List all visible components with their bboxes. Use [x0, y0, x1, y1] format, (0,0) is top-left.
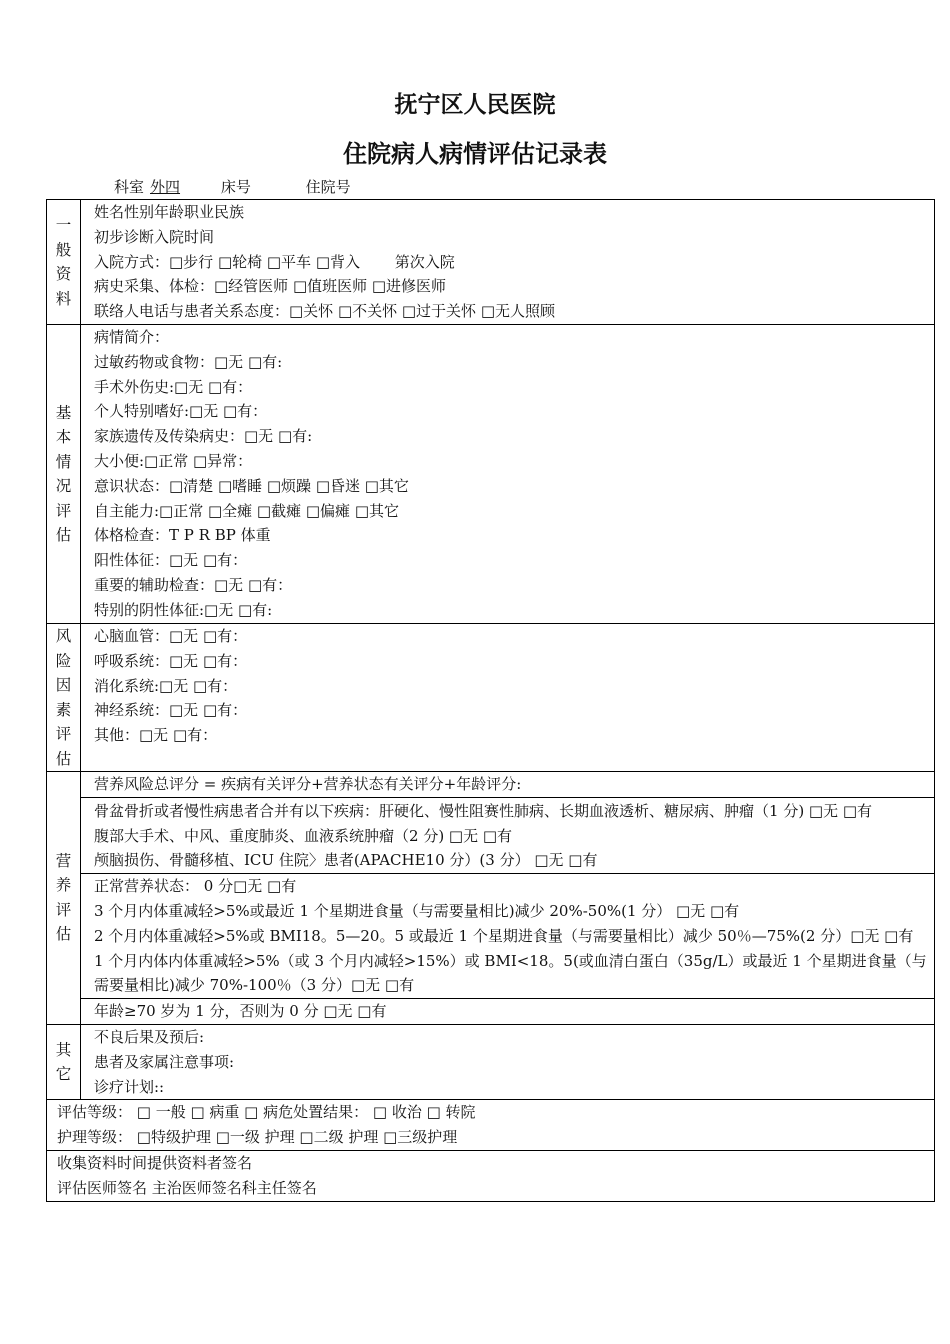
line[interactable]: 腹部大手术、中风、重度肺炎、血液系统肿瘤（2 分) □无 □有: [94, 826, 513, 845]
line[interactable]: 自主能力:□正常 □全瘫 □截瘫 □偏瘫 □其它: [94, 501, 399, 520]
line: 患者及家属注意事项:: [94, 1052, 235, 1071]
line[interactable]: 过敏药物或食物：□无 □有:: [94, 352, 283, 371]
line[interactable]: 心脑血管：□无 □有：: [94, 627, 248, 645]
line: 诊疗计划::: [94, 1077, 165, 1096]
line: 病情简介：: [94, 328, 170, 346]
nursing-grade-line[interactable]: 护理等级： □特级护理 □一级 护理 □二级 护理 □三级护理: [57, 1128, 458, 1147]
line[interactable]: 入院方式：□步行 □轮椅 □平车 □背入 第次入院: [94, 252, 455, 271]
line: 体格检查：T P R BP 体重: [94, 526, 271, 545]
line: 不良后果及预后:: [94, 1027, 205, 1046]
section-basic-label: 基 本 情 况 评 估: [47, 325, 81, 624]
line[interactable]: 呼吸系统：□无 □有：: [94, 651, 248, 670]
line[interactable]: 病史采集、体检：□经管医师 □值班医师 □进修医师: [94, 277, 447, 296]
section-risk-label: 风 险 因 素 评 估: [47, 624, 81, 772]
line[interactable]: 特别的阴性体征:□无 □有:: [94, 600, 273, 619]
section-risk-content: [81, 624, 935, 772]
line[interactable]: 1 个月内体内体重减轻>5%（或 3 个月内减轻>15%）或 BMI<18。5(或血清白蛋白（35g/L）或最近 1 个星期进食量（与需要量相比)减少 70%-100％（3 分）□无 □有: [94, 951, 927, 995]
line[interactable]: 联络人电话与患者关系态度：□关怀 □不关怀 □过于关怀 □无人照顾: [94, 302, 555, 321]
section-other-content: [81, 1024, 935, 1099]
dept-field: [114, 178, 180, 196]
dept-value: 外四: [150, 178, 181, 196]
line[interactable]: 2 个月内体重减轻>5%或 BMI18。5—20。5 或最近 1 个星期进食量（与需要量相比）减少 50％—75%(2 分）□无 □有: [94, 926, 914, 945]
line[interactable]: 3 个月内体重减轻>5%或最近 1 个星期进食量（与需要量相比)减少 20%-50%(1 分） □无 □有: [94, 901, 740, 920]
section-nutrition-total: [47, 772, 935, 798]
section-nutrition-label: 营 养 评 估: [47, 772, 81, 1025]
line[interactable]: 骨盆骨折或者慢性病患者合并有以下疾病：肝硬化、慢性阻赛性肺病、长期血液透析、糖尿病、肿瘤（1 分) □无 □有: [94, 801, 873, 820]
section-basic: [47, 325, 935, 624]
line[interactable]: 家族遗传及传染病史：□无 □有:: [94, 427, 313, 446]
section-other: [47, 1024, 935, 1099]
nutrition-status: [81, 874, 935, 999]
line[interactable]: 大小便:□正常 □异常：: [94, 451, 253, 470]
line[interactable]: 其他：□无 □有：: [94, 726, 218, 745]
line[interactable]: 重要的辅助检查：□无 □有：: [94, 575, 293, 594]
section-general-label: 一 般 资 料: [47, 200, 81, 325]
line[interactable]: 个人特别嗜好:□无 □有：: [94, 402, 268, 421]
section-grade: [47, 1100, 935, 1151]
line: 初步诊断入院时间: [94, 227, 215, 246]
line[interactable]: 意识状态：□清楚 □嗜睡 □烦躁 □昏迷 □其它: [94, 476, 409, 495]
section-general: [47, 200, 935, 325]
assessment-table: [46, 199, 935, 1202]
line[interactable]: 阳性体征：□无 □有：: [94, 551, 248, 570]
line[interactable]: 神经系统：□无 □有：: [94, 701, 248, 720]
section-sign-content: [47, 1150, 935, 1201]
line[interactable]: 手术外伤史:□无 □有：: [94, 377, 253, 396]
section-basic-content: [81, 325, 935, 624]
line[interactable]: 正常营养状态： 0 分□无 □有: [94, 877, 297, 896]
section-risk: [47, 624, 935, 772]
header-meta: [114, 176, 387, 197]
line: 收集资料时间提供资料者签名: [57, 1153, 253, 1172]
admission-no-label: 住院号: [305, 178, 351, 196]
section-nutrition-status: [47, 874, 935, 999]
nutrition-disease: [81, 797, 935, 873]
hospital-name: 抚宁区人民医院: [394, 92, 556, 118]
section-nutrition-disease: [47, 797, 935, 873]
dept-label: 科室: [114, 178, 145, 196]
assessment-grade-line[interactable]: 评估等级： □ 一般 □ 病重 □ 病危处置结果： □ 收治 □ 转院: [57, 1103, 476, 1122]
nutrition-total: 营养风险总评分 = 疾病有关评分+营养状态有关评分+年龄评分:: [81, 772, 935, 798]
line: 姓名性别年龄职业民族: [94, 203, 245, 221]
section-grade-content: [47, 1100, 935, 1151]
section-nutrition-age: [47, 999, 935, 1025]
section-general-content: [81, 200, 935, 325]
section-other-label: 其 它: [47, 1024, 81, 1099]
line[interactable]: 颅脑损伤、骨髓移植、ICU 住院〉患者(APACHE10 分）(3 分） □无 □有: [94, 851, 598, 870]
nutrition-age: 年龄≥70 岁为 1 分，否则为 0 分 □无 □有: [81, 999, 935, 1025]
section-sign: [47, 1150, 935, 1201]
line[interactable]: 消化系统:□无 □有：: [94, 676, 238, 695]
bed-label: 床号: [220, 178, 251, 196]
form-title: 住院病人病情评估记录表: [343, 140, 607, 168]
line: 评估医师签名 主治医师签名科主任签名: [57, 1178, 317, 1197]
